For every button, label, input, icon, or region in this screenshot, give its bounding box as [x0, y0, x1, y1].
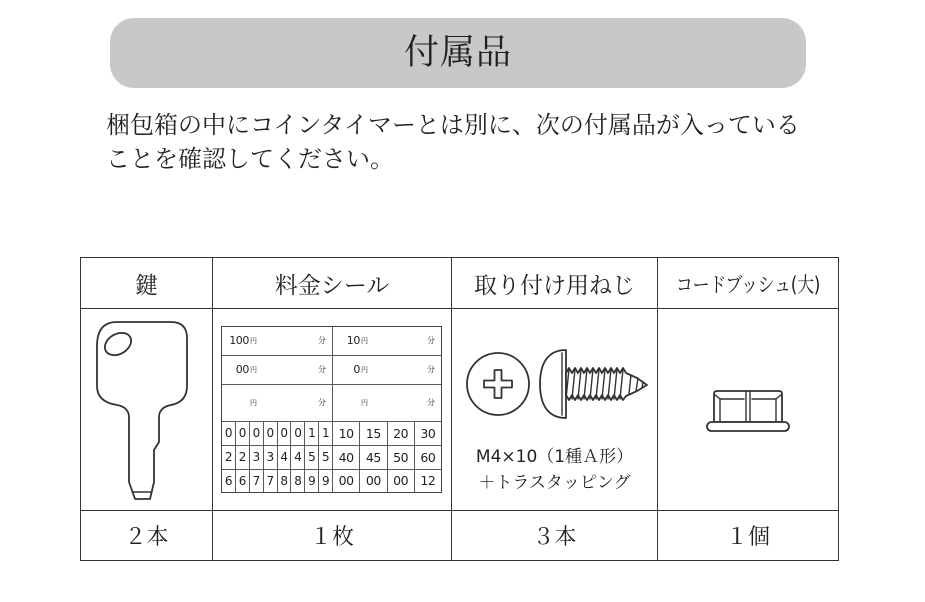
digit-cell: 4	[278, 446, 291, 469]
quantity-fee-sticker: １枚	[213, 511, 452, 561]
accessories-table	[80, 257, 839, 561]
digit-cell: 7	[264, 470, 277, 492]
bushing-body	[714, 391, 782, 422]
page-title: 付属品	[403, 32, 512, 73]
illustration-row	[81, 309, 839, 511]
digit-cell: 6	[222, 470, 235, 492]
screw-spec: M4×10（1種Ａ形）	[475, 446, 634, 467]
digit-cell: 5	[319, 446, 332, 469]
price-amount: 0	[353, 363, 360, 376]
key-cell	[81, 309, 213, 511]
digit-cell: 5	[305, 446, 318, 469]
price-row	[222, 327, 441, 355]
digit-cell: 1	[305, 422, 318, 445]
digit-cell: 6	[236, 470, 249, 492]
price-amount: 00	[235, 363, 249, 376]
digit-cell: 00	[388, 470, 414, 492]
digit-cell: 20	[388, 422, 414, 445]
digit-cell: 00	[333, 470, 359, 492]
yen-unit: 円	[250, 398, 257, 407]
minute-unit: 分	[318, 398, 326, 407]
digit-cell: 40	[333, 446, 359, 469]
price-amount: 10	[346, 334, 360, 347]
key-illustration-box	[81, 310, 212, 510]
screw-illustration-box	[452, 310, 657, 510]
price-box	[222, 327, 332, 355]
digit-cell: 12	[415, 470, 441, 492]
price-box	[333, 356, 441, 384]
intro-paragraph	[106, 108, 866, 176]
yen-unit: 円	[361, 398, 368, 407]
yen-unit: 円	[361, 336, 368, 345]
minute-unit: 分	[318, 365, 326, 374]
digit-cell: 0	[291, 422, 304, 445]
price-box	[222, 356, 332, 384]
screw-illustration	[452, 310, 658, 440]
yen-unit: 円	[250, 336, 257, 345]
digit-cell: 00	[360, 470, 386, 492]
single-digit-grid	[222, 422, 332, 492]
section-banner	[110, 18, 806, 88]
digit-cell: 8	[291, 470, 304, 492]
digit-cell: 9	[305, 470, 318, 492]
bushing-flange	[707, 422, 789, 431]
cord-bushing-illustration	[658, 310, 839, 510]
digit-cell: 7	[250, 470, 263, 492]
digit-cell: 15	[360, 422, 386, 445]
digit-cell: 45	[360, 446, 386, 469]
digit-section	[222, 422, 441, 492]
header-mounting-screw: 取り付け用ねじ	[452, 258, 658, 309]
screw-cell	[452, 309, 658, 511]
price-row	[222, 385, 441, 421]
digit-cell: 10	[333, 422, 359, 445]
minute-unit: 分	[427, 365, 435, 374]
header-cord-bushing	[658, 258, 839, 309]
digit-cell: 1	[319, 422, 332, 445]
digit-cell: 0	[264, 422, 277, 445]
cord-bushing-cell	[658, 309, 839, 511]
yen-unit: 円	[361, 365, 368, 374]
header-key: 鍵	[81, 258, 213, 309]
quantity-cord-bushing: １個	[658, 511, 839, 561]
quantity-key: ２本	[81, 511, 213, 561]
minute-unit: 分	[318, 336, 326, 345]
quantity-row	[81, 511, 839, 561]
price-row	[222, 356, 441, 384]
price-box	[222, 385, 332, 421]
digit-cell: 8	[278, 470, 291, 492]
header-row	[81, 258, 839, 309]
header-fee-sticker: 料金シール	[213, 258, 452, 309]
digit-cell: 2	[236, 446, 249, 469]
minute-unit: 分	[427, 398, 435, 407]
fee-sticker-box	[213, 310, 451, 510]
digit-cell: 60	[415, 446, 441, 469]
digit-cell: 0	[278, 422, 291, 445]
digit-cell: 4	[291, 446, 304, 469]
digit-cell: 0	[250, 422, 263, 445]
intro-line: ことを確認してください。	[106, 145, 394, 173]
minute-unit: 分	[427, 336, 435, 345]
digit-cell: 3	[250, 446, 263, 469]
yen-unit: 円	[250, 365, 257, 374]
digit-cell: 30	[415, 422, 441, 445]
digit-cell: 0	[236, 422, 249, 445]
fee-sticker-cell	[213, 309, 452, 511]
key-illustration	[81, 310, 213, 510]
intro-line: 梱包箱の中にコインタイマーとは別に、次の付属品が入っている	[106, 111, 800, 139]
price-box	[333, 327, 441, 355]
quantity-mounting-screw: ３本	[452, 511, 658, 561]
digit-cell: 50	[388, 446, 414, 469]
header-cord-bushing-label: コードブッシュ(大)	[675, 273, 821, 299]
fee-sticker	[221, 326, 442, 493]
digit-cell: 3	[264, 446, 277, 469]
double-digit-grid	[333, 422, 441, 492]
digit-cell: 2	[222, 446, 235, 469]
digit-cell: 0	[222, 422, 235, 445]
price-amount: 100	[229, 334, 249, 347]
screw-type: ＋トラスタッピング	[478, 472, 631, 493]
screw-caption	[452, 444, 657, 496]
cord-bushing-illustration-box	[658, 310, 838, 510]
price-box	[333, 385, 441, 421]
digit-cell: 9	[319, 470, 332, 492]
